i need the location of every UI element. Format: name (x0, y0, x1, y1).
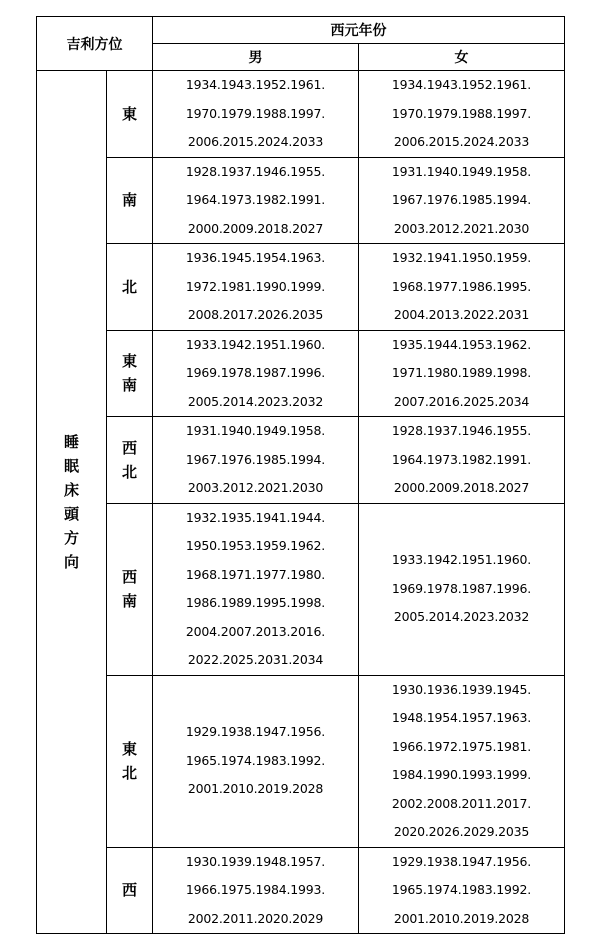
direction-char: 東 (121, 740, 137, 758)
direction-cell (107, 847, 153, 934)
male-years-cell (153, 417, 359, 504)
year-line: 1969.1978.1987.1996. (391, 580, 532, 596)
direction-char: 南 (121, 191, 137, 210)
direction-char: 西 (121, 438, 137, 457)
year-line: 1928.1937.1946.1955. (391, 423, 532, 438)
table-row (37, 417, 565, 504)
year-line: 1933.1942.1951.1960. (391, 552, 532, 568)
year-line: 2000.2009.2018.2027 (393, 480, 530, 495)
side-label-char: 向 (63, 553, 79, 571)
year-line: 1969.1978.1987.1996. (185, 365, 326, 380)
female-years-cell (359, 157, 565, 244)
direction-char: 東 (121, 104, 137, 123)
year-line: 2005.2014.2023.2032 (393, 609, 530, 625)
year-line: 1965.1974.1983.1992. (185, 752, 326, 768)
sleeping-head-direction-label (37, 71, 107, 934)
year-line: 2004.2007.2013.2016. (185, 623, 326, 639)
side-label-char: 眠 (63, 457, 79, 475)
direction-cell (107, 503, 153, 675)
direction-char: 南 (121, 592, 137, 610)
direction-char: 南 (121, 376, 137, 395)
table-row (37, 675, 565, 847)
male-years-cell (153, 157, 359, 244)
year-line: 1950.1953.1959.1962. (185, 538, 326, 553)
direction-cell (107, 675, 153, 847)
year-line: 2000.2009.2018.2027 (187, 220, 324, 236)
table-row (37, 330, 565, 417)
side-label-char: 睡 (63, 433, 79, 451)
direction-cell (107, 330, 153, 417)
side-label-char: 床 (63, 481, 79, 499)
year-line: 1934.1943.1952.1961. (391, 77, 532, 92)
year-line: 1984.1990.1993.1999. (391, 767, 532, 782)
year-line: 1932.1935.1941.1944. (185, 509, 326, 525)
year-line: 2001.2010.2019.2028 (187, 781, 324, 797)
year-line: 2003.2012.2021.2030 (393, 220, 530, 236)
table-row (37, 244, 565, 331)
year-header: 西元年份 (153, 17, 565, 44)
female-years-cell (359, 244, 565, 331)
year-line: 1971.1980.1989.1998. (391, 365, 532, 380)
female-years-cell (359, 330, 565, 417)
year-line: 2007.2016.2025.2034 (393, 393, 530, 409)
male-years-cell (153, 244, 359, 331)
year-line: 1929.1938.1947.1956. (185, 724, 326, 740)
direction-char: 北 (121, 277, 137, 296)
male-years-cell (153, 503, 359, 675)
year-line: 1986.1989.1995.1998. (185, 595, 326, 610)
year-line: 1929.1938.1947.1956. (391, 853, 532, 869)
year-line: 2006.2015.2024.2033 (393, 134, 530, 149)
direction-year-table (36, 16, 565, 934)
year-line: 2002.2008.2011.2017. (391, 795, 532, 811)
year-line: 2001.2010.2019.2028 (393, 910, 530, 926)
year-line: 2005.2014.2023.2032 (187, 393, 324, 409)
year-line: 1930.1939.1948.1957. (185, 853, 326, 869)
male-years-cell (153, 847, 359, 934)
female-header: 女 (359, 44, 565, 71)
female-years-cell (359, 847, 565, 934)
male-header: 男 (153, 44, 359, 71)
table-row (37, 71, 565, 158)
male-years-cell (153, 71, 359, 158)
year-line: 1970.1979.1988.1997. (185, 105, 326, 121)
year-line: 1966.1975.1984.1993. (185, 882, 326, 897)
direction-cell (107, 417, 153, 504)
year-line: 2002.2011.2020.2029 (187, 910, 324, 926)
male-years-cell (153, 330, 359, 417)
table-body (37, 17, 565, 934)
year-line: 2003.2012.2021.2030 (187, 480, 324, 495)
direction-char: 西 (121, 568, 137, 586)
year-line: 2006.2015.2024.2033 (187, 134, 324, 149)
female-years-cell (359, 71, 565, 158)
year-line: 1936.1945.1954.1963. (185, 250, 326, 265)
year-line: 1931.1940.1949.1958. (185, 423, 326, 438)
year-line: 2004.2013.2022.2031 (393, 307, 530, 322)
direction-char: 東 (121, 352, 137, 371)
female-years-cell (359, 675, 565, 847)
direction-char: 北 (121, 764, 137, 782)
year-line: 1948.1954.1957.1963. (391, 710, 532, 725)
male-years-cell (153, 675, 359, 847)
year-line: 1966.1972.1975.1981. (391, 738, 532, 754)
direction-cell (107, 71, 153, 158)
year-line: 1931.1940.1949.1958. (391, 163, 532, 179)
year-line: 2008.2017.2026.2035 (187, 307, 324, 322)
side-label-char: 頭 (63, 505, 79, 523)
year-line: 1972.1981.1990.1999. (185, 278, 326, 294)
direction-cell (107, 244, 153, 331)
direction-char: 西 (121, 881, 137, 900)
year-line: 1928.1937.1946.1955. (185, 163, 326, 179)
side-label-char: 方 (63, 529, 79, 547)
year-line: 1967.1976.1985.1994. (391, 192, 532, 207)
year-line: 1967.1976.1985.1994. (185, 451, 326, 467)
year-line: 1930.1936.1939.1945. (391, 681, 532, 697)
year-line: 1964.1973.1982.1991. (185, 192, 326, 207)
year-line: 1970.1979.1988.1997. (391, 105, 532, 121)
direction-char: 北 (121, 462, 137, 481)
year-line: 1965.1974.1983.1992. (391, 882, 532, 897)
year-line: 1932.1941.1950.1959. (391, 250, 532, 265)
year-line: 1964.1973.1982.1991. (391, 451, 532, 467)
year-line: 2022.2025.2031.2034 (187, 652, 324, 667)
direction-header: 吉利方位 (37, 17, 153, 71)
year-line: 1934.1943.1952.1961. (185, 77, 326, 92)
female-years-cell (359, 503, 565, 675)
year-line: 2020.2026.2029.2035 (393, 824, 530, 839)
year-line: 1968.1977.1986.1995. (391, 278, 532, 294)
female-years-cell (359, 417, 565, 504)
table-row (37, 157, 565, 244)
year-line: 1968.1971.1977.1980. (185, 566, 326, 582)
table-row (37, 847, 565, 934)
year-line: 1933.1942.1951.1960. (185, 336, 326, 352)
year-line: 1935.1944.1953.1962. (391, 336, 532, 352)
direction-cell (107, 157, 153, 244)
table-row (37, 503, 565, 675)
